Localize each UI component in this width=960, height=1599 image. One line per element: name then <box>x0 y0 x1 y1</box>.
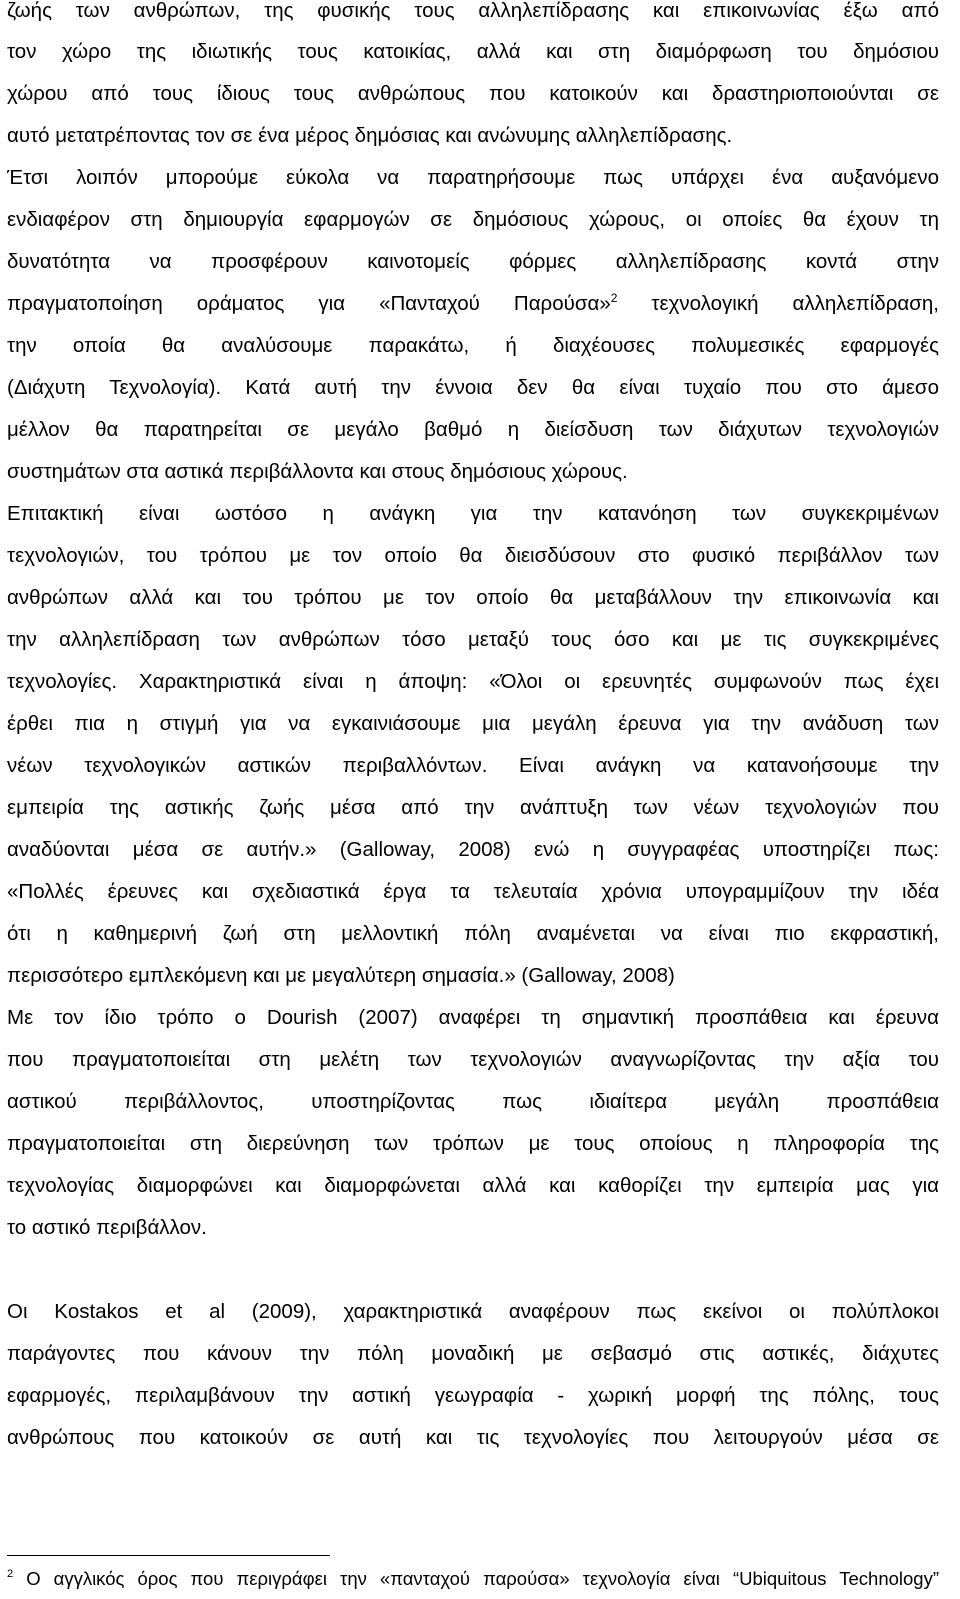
text-line: (Διάχυτη Τεχνολογία). Κατά αυτή την έννοια δεν θα είναι τυχαίο που στο άμεσο <box>7 376 939 399</box>
text-line: τεχνολογίες. Χαρακτηριστικά είναι η άποψη: «Όλοι οι ερευνητές συμφωνούν πως έχει <box>7 670 939 693</box>
text-line: ανθρώπους που κατοικούν σε αυτή και τις τεχνολογίες που λειτουργούν μέσα σε <box>7 1426 939 1449</box>
text-line-part: τεχνολογική αλληλεπίδραση, <box>617 292 939 315</box>
footnote-separator <box>7 1555 330 1556</box>
text-line: την αλληλεπίδραση των ανθρώπων τόσο μεταξύ τους όσο και με τις συγκεκριμένες <box>7 628 939 651</box>
text-line: τεχνολογιών, του τρόπου με τον οποίο θα διεισδύσουν στο φυσικό περιβάλλον των <box>7 544 939 567</box>
text-line: αστικού περιβάλλοντος, υποστηρίζοντας πως ιδιαίτερα μεγάλη προσπάθεια <box>7 1090 939 1113</box>
text-line: ανθρώπων αλλά και του τρόπου με τον οποίο θα μεταβάλλουν την επικοινωνία και <box>7 586 939 609</box>
text-line: την οποία θα αναλύσουμε παρακάτω, ή διαχέουσες πολυμεσικές εφαρμογές <box>7 334 939 357</box>
text-line: που πραγματοποιείται στη μελέτη των τεχνολογιών αναγνωρίζοντας την αξία του <box>7 1048 939 1071</box>
text-line: έρθει πια η στιγμή για να εγκαινιάσουμε μια μεγάλη έρευνα για την ανάδυση των <box>7 712 939 735</box>
text-line: εφαρμογές, περιλαμβάνουν την αστική γεωγραφία - χωρική μορφή της πόλης, τους <box>7 1384 939 1407</box>
text-line-part: πραγματοποίηση οράματος για «Πανταχού Παρούσα» <box>7 292 611 315</box>
text-line: Οι Kostakos et al (2009), χαρακτηριστικά αναφέρουν πως εκείνοι οι πολύπλοκοι <box>7 1300 939 1323</box>
text-line: ζωής των ανθρώπων, της φυσικής τους αλληλεπίδρασης και επικοινωνίας έξω από <box>7 0 939 22</box>
text-line: συστημάτων στα αστικά περιβάλλοντα και στους δημόσιους χώρους. <box>7 460 628 483</box>
text-line: χώρου από τους ίδιους τους ανθρώπους που κατοικούν και δραστηριοποιούνται σε <box>7 82 939 105</box>
text-line: δυνατότητα να προσφέρουν καινοτομείς φόρμες αλληλεπίδρασης κοντά στην <box>7 250 939 273</box>
text-line: τον χώρο της ιδιωτικής τους κατοικίας, αλλά και στη διαμόρφωση του δημόσιου <box>7 40 939 63</box>
text-line: αναδύονται μέσα σε αυτήν.» (Galloway, 2008) ενώ η συγγραφέας υποστηρίζει πως: <box>7 838 939 861</box>
text-line: Έτσι λοιπόν μπορούμε εύκολα να παρατηρήσουμε πως υπάρχει ένα αυξανόμενο <box>7 166 939 189</box>
text-line: εμπειρία της αστικής ζωής μέσα από την ανάπτυξη των νέων τεχνολογιών που <box>7 796 939 819</box>
footnote-text: Ο αγγλικός όρος που περιγράφει την «πανταχού παρούσα» τεχνολογία είναι “Ubiquitous Technology” <box>26 1568 939 1589</box>
text-line: Επιτακτική είναι ωστόσο η ανάγκη για την κατανόηση των συγκεκριμένων <box>7 502 939 525</box>
text-line: «Πολλές έρευνες και σχεδιαστικά έργα τα τελευταία χρόνια υπογραμμίζουν την ιδέα <box>7 880 939 903</box>
text-line: μέλλον θα παρατηρείται σε μεγάλο βαθμό η διείσδυση των διάχυτων τεχνολογιών <box>7 418 939 441</box>
text-line: παράγοντες που κάνουν την πόλη μοναδική με σεβασμό στις αστικές, διάχυτες <box>7 1342 939 1365</box>
text-line: το αστικό περιβάλλον. <box>7 1216 207 1239</box>
text-line: νέων τεχνολογικών αστικών περιβαλλόντων. Είναι ανάγκη να κατανοήσουμε την <box>7 754 939 777</box>
text-line: πραγματοποιείται στη διερεύνηση των τρόπων με τους οποίους η πληροφορία της <box>7 1132 939 1155</box>
text-line: Με τον ίδιο τρόπο ο Dourish (2007) αναφέρει τη σημαντική προσπάθεια και έρευνα <box>7 1006 939 1029</box>
text-line: αυτό μετατρέποντας τον σε ένα μέρος δημόσιας και ανώνυμης αλληλεπίδρασης. <box>7 124 733 147</box>
footnote-reference: 2 <box>610 291 618 305</box>
text-line: ενδιαφέρον στη δημιουργία εφαρμογών σε δημόσιους χώρους, οι οποίες θα έχουν τη <box>7 208 939 231</box>
text-line: ότι η καθημερινή ζωή στη μελλοντική πόλη αναμένεται να είναι πιο εκφραστική, <box>7 922 939 945</box>
text-line: περισσότερο εμπλεκόμενη και με μεγαλύτερη σημασία.» (Galloway, 2008) <box>7 964 675 987</box>
text-line <box>7 283 939 325</box>
text-line: τεχνολογίας διαμορφώνει και διαμορφώνεται αλλά και καθορίζει την εμπειρία μας για <box>7 1174 939 1197</box>
footnote <box>7 1562 939 1596</box>
footnote-marker: 2 <box>7 1568 14 1580</box>
